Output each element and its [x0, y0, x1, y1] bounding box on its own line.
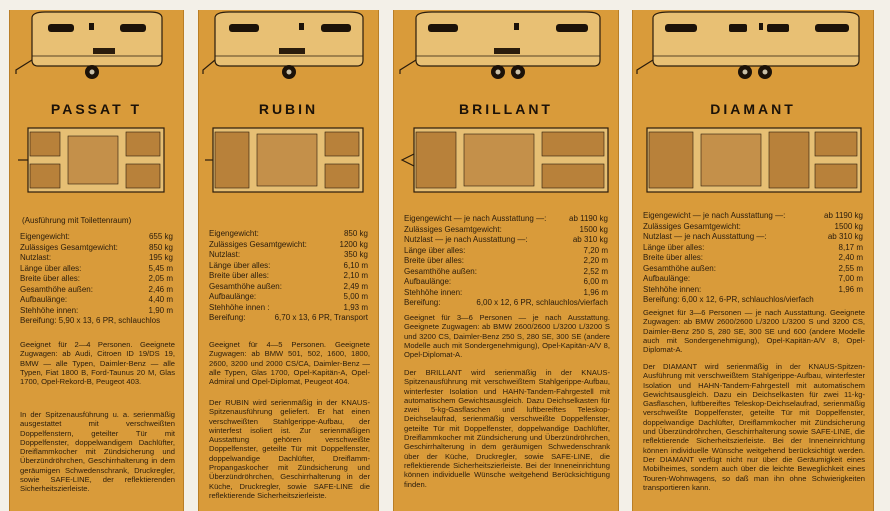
spec-list: [404, 214, 608, 309]
model-name: BRILLANT: [459, 101, 553, 117]
equipment-text: Der DIAMANT wird serienmäßig in der KNAUS-Spitzen-Ausführung mit verschweißtem Stahlgerippe-Aufbau, winterfester Isolation und HAHN-Tandem-Fahrgestell mit automatischem Gewichtsausgleich. Dazu ein Deichselkasten für zwei 11-kg-Gasflaschen, luftbereiftes Teleskop-Deichselaufrad, serienmäßig verschweißte Doppelfenster, geteilte Tür mit Doppelfenster, doppelwandige Dachlüfter, Dreiflammkocher mit Zündsicherung und Überzündröhrchen, Geschirrhalterung sowie SAFE-LINE, die reflektierende Sicherheitszierleiste. Bei der Inneneinrichtung können individuelle Wünsche weitgehend berücksichtigt werden. Der DIAMANT verfügt nicht nur über die Geräumigkeit eines Mobilheimes, sondern auch über die leichte Beweglichkeit eines Touren-Wohnwagens, so daß man ihn ohne Schwierigkeiten transportieren kann.: [643, 362, 865, 492]
model-name: RUBIN: [258, 101, 319, 117]
spec-row: Stehhöhe innen: 1,96 m: [643, 284, 863, 294]
spec-row: Länge über alles: 7,20 m: [404, 245, 608, 255]
caravan-side-illustration: [199, 10, 378, 96]
floor-plan-diagram: [16, 124, 177, 196]
floor-plan-diagram: [639, 124, 867, 196]
spec-row: Zulässiges Gesamtgewicht: 1200 kg: [209, 239, 368, 249]
spec-row: Bereifung: 6,00 x 12, 6 PR, schlauchlos/vierfach: [404, 298, 608, 307]
spec-row: Zulässiges Gesamtgewicht: 1500 kg: [643, 221, 863, 231]
spec-row: Aufbaulänge: 5,00 m: [209, 292, 368, 301]
spec-row: Eigengewicht: 850 kg: [209, 229, 368, 238]
floor-plan-diagram: [205, 124, 372, 196]
spec-row: Stehhöhe innen : 1,93 m: [209, 302, 368, 312]
spec-row: Stehhöhe innen: 1,96 m: [404, 287, 608, 297]
spec-row: Bereifung: 5,90 x 13, 6 PR, schlauchlos: [20, 316, 161, 325]
spec-row: Nutzlast — je nach Ausstattung —: ab 310 kg: [643, 232, 863, 241]
equipment-text: Der BRILLANT wird serienmäßig in der KNAUS-Spitzenausführung mit verschweißtem Stahlgerippe-Aufbau, winterfester Isolation und HAHN-Tandem-Fahrgestell mit automatischem Gewichtsausgleich. Dazu Deichselkasten für zwei 5-kg-Gasflaschen und luftbereiftes Teleskop-Deichselaufrad, serienmäßig verschweißte Doppelfenster, geteilte Tür mit Doppelfenster, doppelwandige Dachlüfter, Dreiflammkocher mit Zündsicherung und Überzündröhrchen, Geschirrhalterung in dem geräumigen Schwedenschrank über der Küche, Druckregler, sowie SAFE-LINE, die reflektierende Sicherheitszierleiste. Bei der Inneneinrichtung können individuelle Wünsche weitgehend Berücksichtigung finden.: [404, 368, 610, 489]
spec-row: Breite über alles: 2,10 m: [209, 271, 368, 280]
spec-row: Eigengewicht: 655 kg: [20, 232, 173, 241]
model-name: DIAMANT: [710, 101, 796, 117]
model-panel-diamant: [632, 10, 874, 511]
spec-row: Eigengewicht — je nach Ausstattung —: ab 1190 kg: [643, 211, 863, 220]
model-name: PASSAT T: [50, 101, 143, 117]
spec-list: [20, 232, 173, 327]
spec-row: Gesamthöhe außen: 2,52 m: [404, 266, 608, 276]
spec-row: Länge über alles: 6,10 m: [209, 260, 368, 270]
spec-row: Nutzlast — je nach Ausstattung —: ab 310 kg: [404, 235, 608, 244]
spec-row: Aufbaulänge: 7,00 m: [643, 274, 863, 283]
model-note: (Ausführung mit Toilettenraum): [22, 216, 132, 225]
caravan-side-illustration: [10, 10, 183, 96]
spec-row: Zulässiges Gesamtgewicht: 850 kg: [20, 242, 173, 252]
spec-row: Breite über alles: 2,40 m: [643, 253, 863, 262]
equipment-text: In der Spitzenausführung u. a. serienmäßig ausgestattet mit verschweißten Doppelfenstern, geteilter Tür mit Doppelfenster, doppelwandigem Dachlüfter, Dreiflammkocher mit Zündsicherung und Überzündröhrchen, Geschirrhalterung in dem geräumigen Schwedenschrank, Druckregler, sowie SAFE-LINE, der reflektierenden Sicherheitszierleiste.: [20, 410, 175, 494]
floor-plan-diagram: [400, 124, 612, 196]
suitability-text: Geeignet für 2—4 Personen. Geeignete Zugwagen: ab Audi, Citroen ID 19/DS 19, BMW — alle Typen, Daimler-Benz — alle Typen, Fiat 1800 B, Ford-Taunus 20 M, Glas 1700, Opel-Rekord-B, Peugeot 403.: [20, 340, 175, 387]
spec-row: Gesamthöhe außen: 2,49 m: [209, 281, 368, 291]
spec-row: Gesamthöhe außen: 2,55 m: [643, 263, 863, 273]
suitability-text: Geeignet für 3—6 Personen — je nach Ausstattung. Geeignete Zugwagen: ab BMW 2600/2600 L/3200 L/3200 S und 3200 CS, Daimler-Benz 250 S, 280 SE, 300 SE und 600 (andere Modelle auch mit Sondergenehmigung), Opel-Kapitän-A/V 8, Opel-Diplomat-A.: [643, 308, 865, 355]
caravan-side-illustration: [633, 10, 873, 96]
suitability-text: Geeignet für 3—6 Personen — je nach Ausstattung. Geeignete Zugwagen: ab BMW 2600/2600 L/3200 L/3200 S und 3200 CS, Daimler-Benz 250 S, 280 SE, 300 SE (andere Modelle auch mit Sondergenehmigung), Opel-Kapitän-A/V 8, Opel-Diplomat-A.: [404, 313, 610, 360]
spec-row: Länge über alles: 8,17 m: [643, 242, 863, 252]
spec-row: Bereifung: 6,00 x 12, 6-PR, schlauchlos/vierfach: [643, 295, 814, 304]
spec-row: Länge über alles: 5,45 m: [20, 263, 173, 273]
spec-row: Bereifung: 6,70 x 13, 6 PR, Transport: [209, 313, 368, 322]
suitability-text: Geeignet für 4—5 Personen. Geeignete Zugwagen: ab BMW 501, 502, 1600, 1800, 2600, 3200 und 2000 CS/CA, Daimler-Benz — alle Typen, Glas 1700, Opel-Kapitän-A, Opel-Admiral und Opel-Diplomat, Peugeot 404.: [209, 340, 370, 387]
spec-row: Nutzlast: 195 kg: [20, 253, 173, 262]
spec-row: Eigengewicht — je nach Ausstattung —: ab 1190 kg: [404, 214, 608, 223]
spec-row: Aufbaulänge: 4,40 m: [20, 295, 173, 304]
caravan-side-illustration: [394, 10, 618, 96]
model-panel-rubin: [198, 10, 379, 511]
spec-row: Stehhöhe innen: 1,90 m: [20, 305, 173, 315]
model-panel-passat-t: [9, 10, 184, 511]
spec-row: Zulässiges Gesamtgewicht: 1500 kg: [404, 224, 608, 234]
model-panel-brillant: [393, 10, 619, 511]
spec-row: Nutzlast: 350 kg: [209, 250, 368, 259]
spec-list: [209, 229, 368, 324]
spec-list: [643, 211, 863, 306]
equipment-text: Der RUBIN wird serienmäßig in der KNAUS-Spitzenausführung geliefert. Er hat einen verschweißten Stahlgerippe-Aufbau, der winterfest isoliert ist. Zur serienmäßigen Ausstattung gehören verschweißte Doppelfenster, geteilte Tür mit Doppelfenster, doppelwandige Dachlüfter, Dreiflamm-Propangaskocher mit Zündsicherung und Überzündröhrchen, Geschirrhalterung in der Küche, Druckregler, sowie SAFE-LINE die reflektierende Sicherheitszierleiste.: [209, 398, 370, 500]
spec-row: Aufbaulänge: 6,00 m: [404, 277, 608, 286]
spec-row: Breite über alles: 2,20 m: [404, 256, 608, 265]
spec-row: Gesamthöhe außen: 2,46 m: [20, 284, 173, 294]
spec-row: Breite über alles: 2,05 m: [20, 274, 173, 283]
